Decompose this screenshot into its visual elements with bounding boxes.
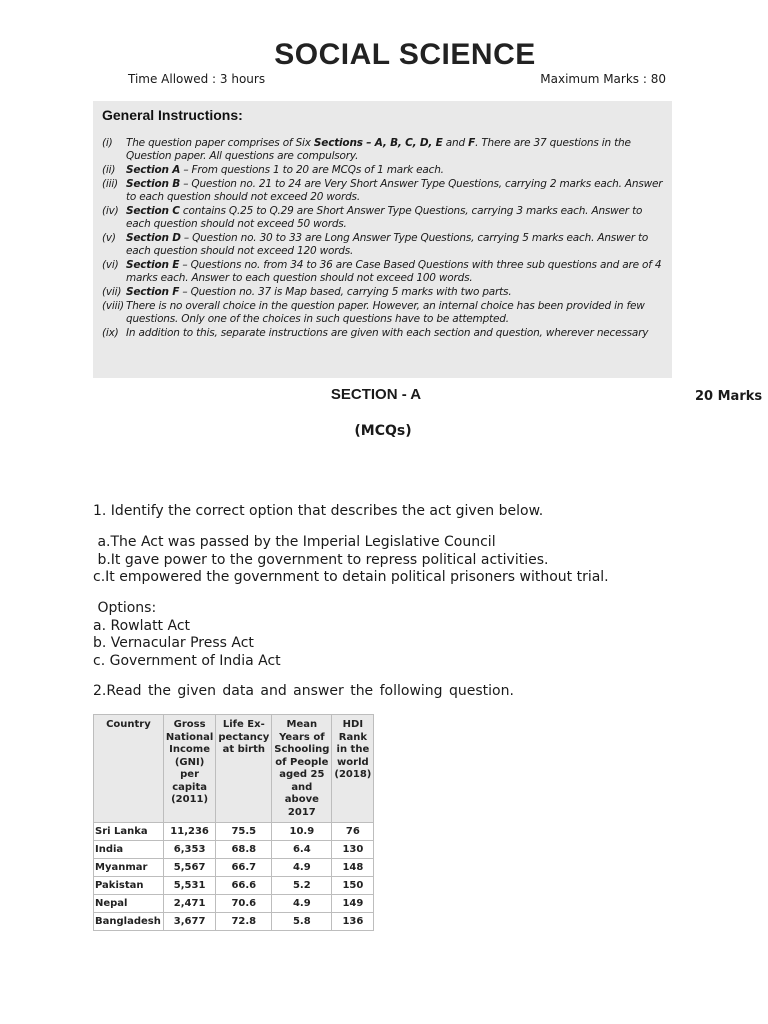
instruction-number: (viii) <box>102 300 124 312</box>
time-allowed: Time Allowed : 3 hours <box>128 72 266 86</box>
option-c: c. Government of India Act <box>93 652 281 669</box>
table-cell: 4.9 <box>272 859 332 877</box>
instruction-text: Section F – Question no. 37 is Map based, carrying 5 marks with two parts. <box>126 286 512 298</box>
option-a: a. Rowlatt Act <box>93 617 191 634</box>
question-2-text: 2.Read the given data and answer the following question. <box>93 683 514 699</box>
header-gni: Gross National Income (GNI) per capita (2011) <box>163 715 215 823</box>
table-cell: 5.2 <box>272 877 332 895</box>
cell-country: Pakistan <box>94 877 164 895</box>
table-cell: 72.8 <box>216 913 272 931</box>
instruction-item <box>102 259 664 285</box>
instruction-text: Section C contains Q.25 to Q.29 are Short Answer Type Questions, carrying 3 marks each. Answer to each question should not exceed 50 words. <box>126 205 643 230</box>
header-life-expectancy: Life Ex-pectancy at birth <box>216 715 272 823</box>
instruction-item <box>102 300 664 326</box>
table-cell: 150 <box>332 877 374 895</box>
options-label: Options: <box>93 600 157 616</box>
table-cell: 6,353 <box>163 841 215 859</box>
section-subheading: (MCQs) <box>354 423 412 439</box>
cell-country: Sri Lanka <box>94 823 164 841</box>
instruction-number: (i) <box>102 137 113 149</box>
question-1-statements <box>93 534 733 587</box>
instruction-number: (ii) <box>102 164 116 176</box>
statement-b: b.It gave power to the government to repress political activities. <box>93 551 549 568</box>
instruction-text: Section D – Question no. 30 to 33 are Long Answer Type Questions, carrying 5 marks each. Answer to each question should not exceed 120 words. <box>126 232 649 257</box>
table-cell: 148 <box>332 859 374 877</box>
option-b: b. Vernacular Press Act <box>93 635 254 651</box>
header-country: Country <box>94 715 164 823</box>
table-row <box>94 823 374 841</box>
instruction-text: There is no overall choice in the question paper. However, an internal choice has been provided in few questions. Only one of the choices in such questions have to be attempted. <box>126 300 645 325</box>
table-cell: 10.9 <box>272 823 332 841</box>
instruction-text: Section A – From questions 1 to 20 are MCQs of 1 mark each. <box>126 164 444 176</box>
instruction-number: (v) <box>102 232 116 244</box>
table-row <box>94 877 374 895</box>
instruction-number: (vii) <box>102 286 122 298</box>
instruction-number: (vi) <box>102 259 119 271</box>
cell-country: Bangladesh <box>94 913 164 931</box>
instruction-item <box>102 178 664 204</box>
statement-c: c.It empowered the government to detain political prisoners without trial. <box>93 569 609 585</box>
instruction-item <box>102 327 664 340</box>
table-cell: 66.6 <box>216 877 272 895</box>
section-heading: SECTION - A <box>330 386 422 403</box>
instruction-item <box>102 137 664 163</box>
instruction-text: Section B – Question no. 21 to 24 are Very Short Answer Type Questions, carrying 2 marks each. Answer to each question should not exceed 20 words. <box>126 178 663 203</box>
page-title: SOCIAL SCIENCE <box>274 38 536 71</box>
cell-country: India <box>94 841 164 859</box>
table-cell: 149 <box>332 895 374 913</box>
section-marks: 20 Marks <box>695 389 763 404</box>
table-row <box>94 895 374 913</box>
instruction-number: (iii) <box>102 178 118 190</box>
table-cell: 130 <box>332 841 374 859</box>
cell-country: Myanmar <box>94 859 164 877</box>
instructions-list <box>102 137 664 340</box>
general-instructions-box <box>93 101 672 378</box>
table-cell: 136 <box>332 913 374 931</box>
table-row <box>94 913 374 931</box>
cell-country: Nepal <box>94 895 164 913</box>
instruction-number: (iv) <box>102 205 119 217</box>
instruction-item <box>102 232 664 258</box>
hdi-data-table <box>93 714 374 931</box>
statement-a: a.The Act was passed by the Imperial Legislative Council <box>93 534 496 550</box>
table-cell: 68.8 <box>216 841 272 859</box>
table-cell: 4.9 <box>272 895 332 913</box>
table-cell: 66.7 <box>216 859 272 877</box>
instruction-text: In addition to this, separate instructions are given with each section and question, wherever necessary <box>126 327 649 339</box>
instruction-text: The question paper comprises of Six Sections – A, B, C, D, E and F. There are 37 questions in the Question paper. All questions are compulsory. <box>126 137 631 162</box>
table-cell: 5,567 <box>163 859 215 877</box>
table-header-row <box>94 715 374 823</box>
table-cell: 11,236 <box>163 823 215 841</box>
table-row <box>94 841 374 859</box>
table-cell: 2,471 <box>163 895 215 913</box>
table-body <box>94 823 374 931</box>
maximum-marks: Maximum Marks : 80 <box>540 72 666 86</box>
table-cell: 5,531 <box>163 877 215 895</box>
table-row <box>94 859 374 877</box>
table-cell: 76 <box>332 823 374 841</box>
table-cell: 6.4 <box>272 841 332 859</box>
table-cell: 5.8 <box>272 913 332 931</box>
header-hdi-rank: HDI Rank in the world (2018) <box>332 715 374 823</box>
table-cell: 3,677 <box>163 913 215 931</box>
instruction-item <box>102 164 664 177</box>
table-cell: 75.5 <box>216 823 272 841</box>
header-mean-schooling: Mean Years of Schooling of People aged 25 and above 2017 <box>272 715 332 823</box>
instruction-text: Section E – Questions no. from 34 to 36 are Case Based Questions with three sub questions and are of 4 marks each. Answer to each question should not exceed 100 words. <box>126 259 662 284</box>
question-1-options <box>93 600 733 670</box>
table-cell: 70.6 <box>216 895 272 913</box>
instructions-title: General Instructions: <box>102 107 243 123</box>
instruction-number: (ix) <box>102 327 119 339</box>
instruction-item <box>102 286 664 299</box>
instruction-item <box>102 205 664 231</box>
question-1-text: 1. Identify the correct option that describes the act given below. <box>93 503 544 519</box>
